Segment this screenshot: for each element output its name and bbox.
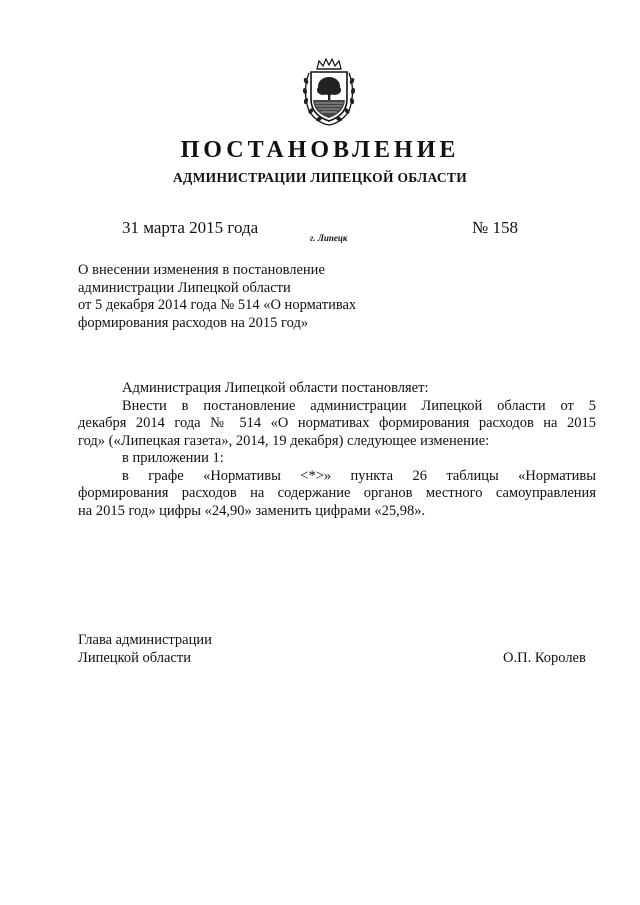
body-line: Администрация Липецкой области постановляет: [122, 380, 429, 396]
heading-line: от 5 декабря 2014 года № 514 «О нормативах [78, 297, 357, 313]
document-body [78, 380, 596, 520]
body-line: год» («Липецкая газета», 2014, 19 декабря) следующее изменение: [78, 432, 490, 449]
body-line: в приложении 1: [122, 450, 224, 466]
signature-name: О.П. Королев [503, 650, 586, 666]
document-city: г. Липецк [310, 233, 348, 243]
document-heading [78, 262, 356, 332]
signature-position-line: Липецкой области [78, 649, 191, 666]
signature-position [78, 632, 212, 667]
document-subtitle: АДМИНИСТРАЦИИ ЛИПЕЦКОЙ ОБЛАСТИ [172, 170, 468, 185]
heading-line: О внесении изменения в постановление [78, 262, 325, 278]
heading-line: формирования расходов на 2015 год» [78, 314, 309, 331]
document-title: ПОСТАНОВЛЕНИЕ [180, 137, 460, 163]
body-line: Внести в постановление администрации Липецкой области от 5 [122, 397, 596, 414]
coat-of-arms-icon [297, 55, 361, 127]
body-line: в графе «Нормативы <*>» пункта 26 таблицы «Нормативы [122, 467, 596, 484]
body-line: декабря 2014 года № 514 «О нормативах формирования расходов на 2015 [78, 415, 596, 431]
heading-line: администрации Липецкой области [78, 279, 291, 296]
document-date: 31 марта 2015 года [122, 218, 259, 237]
body-line: формирования расходов на содержание органов местного самоуправления [78, 485, 596, 501]
document-number: № 158 [472, 218, 518, 237]
signature-position-line: Глава администрации [78, 632, 212, 648]
body-line: на 2015 год» цифры «24,90» заменить цифрами «25,98». [78, 502, 426, 519]
